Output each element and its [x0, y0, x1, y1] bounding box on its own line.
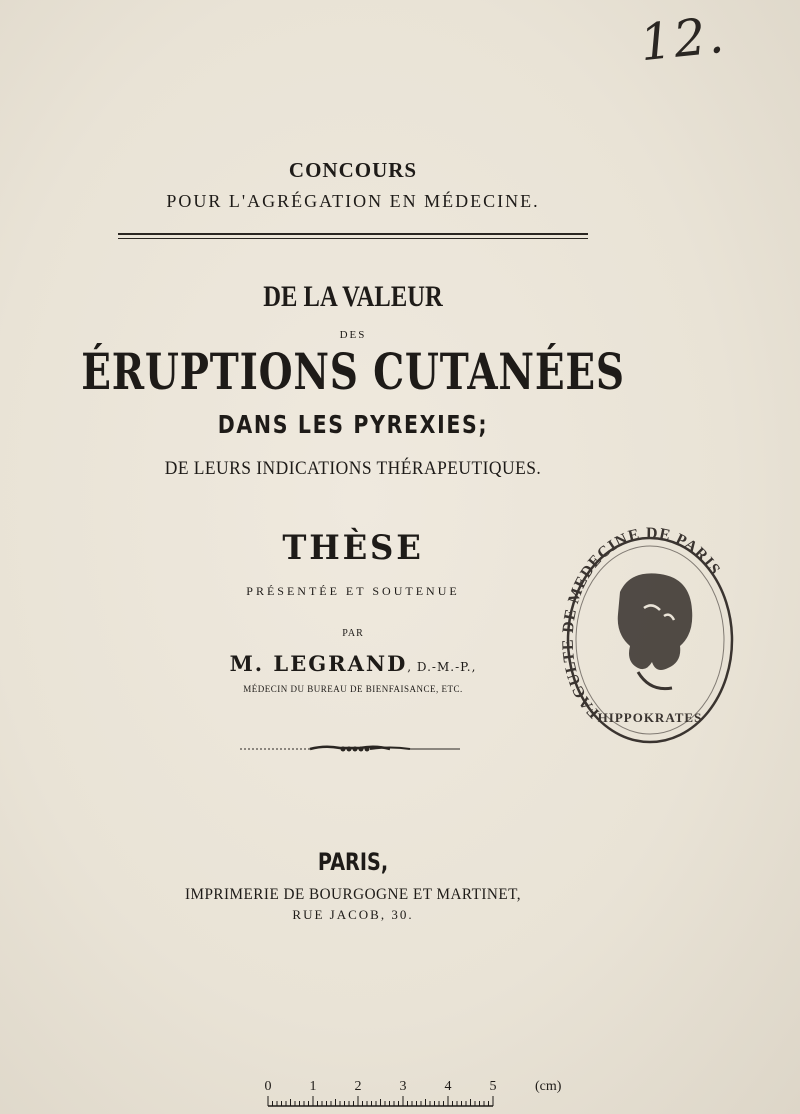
imprint-address: RUE JACOB, 30.	[292, 907, 414, 922]
stamp-inner-text: HIPPOKRATES	[597, 710, 703, 725]
scale-label: 4	[444, 1079, 452, 1094]
scale-label: 5	[489, 1079, 497, 1094]
author-suffix: , D.-M.-P.,	[407, 660, 477, 674]
author-name: M. LEGRAND	[229, 651, 408, 676]
header-subtitle: POUR L'AGRÉGATION EN MÉDECINE.	[166, 191, 540, 211]
title-line-4: DANS LES PYREXIES;	[217, 410, 489, 439]
scale-label: 0	[264, 1079, 272, 1094]
thesis-presented: PRÉSENTÉE ET SOUTENUE	[246, 584, 460, 598]
title-line-5: DE LEURS INDICATIONS THÉRAPEUTIQUES.	[164, 458, 542, 479]
thesis-heading: THÈSE	[282, 528, 424, 568]
scale-label: 3	[399, 1079, 407, 1094]
library-stamp	[560, 522, 740, 747]
imprint-printer: IMPRIMERIE DE BOURGOGNE ET MARTINET,	[184, 886, 522, 903]
header-title: CONCOURS	[288, 158, 418, 182]
title-line-2: DES	[339, 329, 367, 341]
hippocrates-portrait-icon	[618, 573, 693, 688]
handwritten-page-number: 12.	[637, 5, 729, 73]
scale-bar	[260, 1076, 562, 1110]
title-main: ÉRUPTIONS CUTANÉES	[81, 342, 625, 401]
scale-label: 2	[354, 1079, 362, 1094]
thesis-par: PAR	[342, 628, 364, 639]
scale-label: 1	[309, 1079, 317, 1094]
divider-rule	[118, 233, 588, 235]
divider-rule-thin	[118, 238, 588, 239]
title-line-1: DE LA VALEUR	[263, 280, 443, 313]
scale-unit: (cm)	[535, 1079, 562, 1094]
stamp-outer-text: FACULTE DE MEDECINE DE PARIS	[560, 524, 724, 722]
ornament-divider	[240, 742, 460, 756]
imprint-city: PARIS,	[317, 848, 389, 876]
author-role: MÉDECIN DU BUREAU DE BIENFAISANCE, ETC.	[243, 684, 463, 694]
